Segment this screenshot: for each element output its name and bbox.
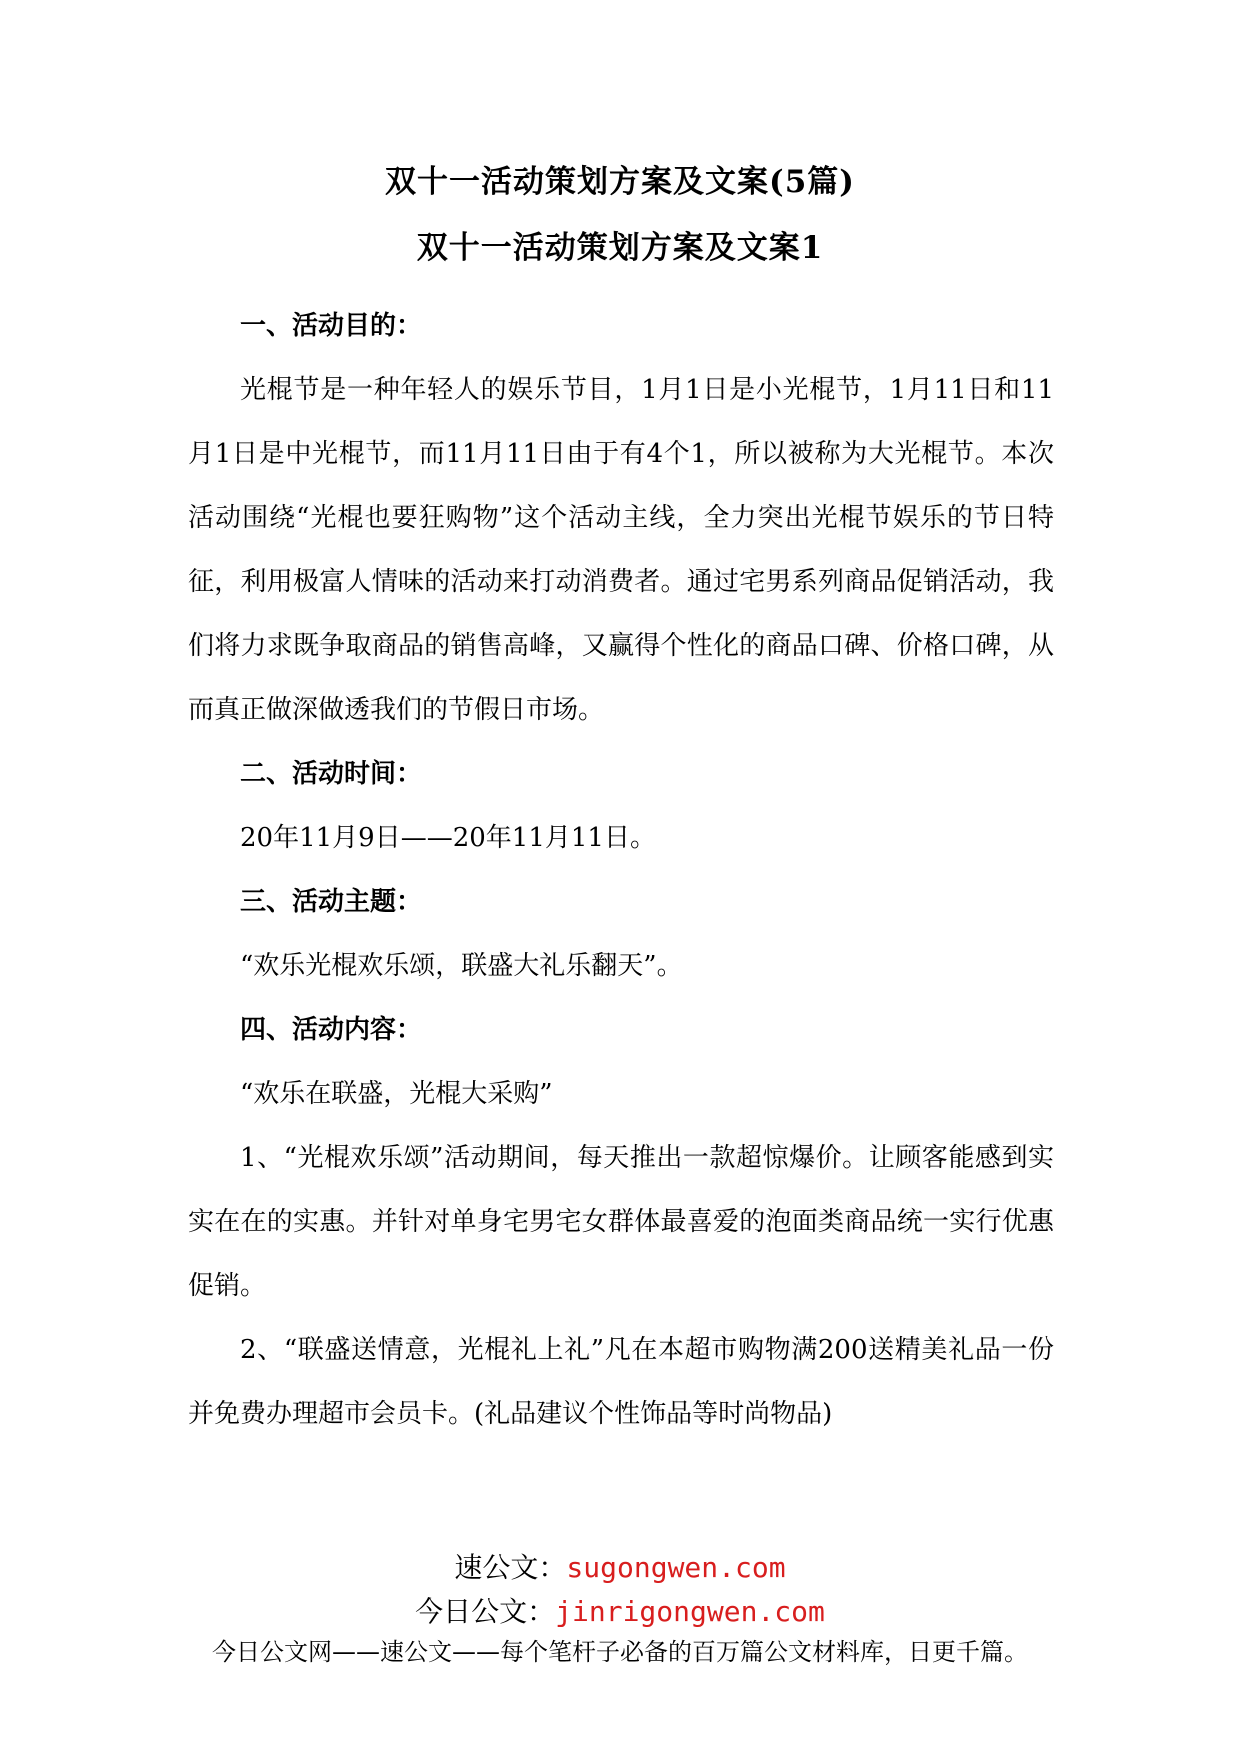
footer-link-2[interactable]: jinrigongwen.com bbox=[555, 1595, 825, 1628]
heading-content: 四、活动内容： bbox=[240, 1015, 423, 1045]
heading-purpose: 一、活动目的： bbox=[240, 311, 423, 341]
footer-link-1[interactable]: sugongwen.com bbox=[566, 1551, 786, 1584]
footer-line-2 bbox=[0, 1590, 1240, 1630]
paragraph-content-item-2: 2、“联盛送情意，光棍礼上礼”凡在本超市购物满200送精美礼品一份并免费办理超市会员卡。(礼品建议个性饰品等时尚物品) bbox=[188, 1335, 1054, 1429]
footer-line-1 bbox=[0, 1546, 1240, 1586]
paragraph-content-item-1: 1、“光棍欢乐颂”活动期间，每天推出一款超惊爆价。让顾客能感到实实在在的实惠。并针对单身宅男宅女群体最喜爱的泡面类商品统一实行优惠促销。 bbox=[188, 1143, 1054, 1301]
footer-label-2: 今日公文： bbox=[415, 1595, 556, 1628]
paragraph-theme: “欢乐光棍欢乐颂，联盛大礼乐翻天”。 bbox=[240, 951, 683, 981]
paragraph-content-subtitle: “欢乐在联盛，光棍大采购” bbox=[240, 1079, 553, 1109]
heading-time: 二、活动时间： bbox=[240, 759, 423, 789]
footer-label-1: 速公文： bbox=[454, 1551, 567, 1584]
paragraph-time: 20年11月9日——20年11月11日。 bbox=[240, 823, 656, 853]
document-body bbox=[188, 294, 1054, 1446]
heading-theme: 三、活动主题： bbox=[240, 887, 423, 917]
document-title: 双十一活动策划方案及文案(5篇) bbox=[385, 164, 855, 200]
paragraph-purpose: 光棍节是一种年轻人的娱乐节目，1月1日是小光棍节，1月11日和11月1日是中光棍节，而11月11日由于有4个1，所以被称为大光棍节。本次活动围绕“光棍也要狂购物”这个活动主线，全力突出光棍节娱乐的节日特征，利用极富人情味的活动来打动消费者。通过宅男系列商品促销活动，我们将力求既争取商品的销售高峰，又赢得个性化的商品口碑、价格口碑，从而真正做深做透我们的节假日市场。 bbox=[188, 375, 1054, 725]
footer-tagline: 今日公文网——速公文——每个笔杆子必备的百万篇公文材料库，日更千篇。 bbox=[212, 1638, 1028, 1666]
section-title: 双十一活动策划方案及文案1 bbox=[416, 230, 824, 266]
